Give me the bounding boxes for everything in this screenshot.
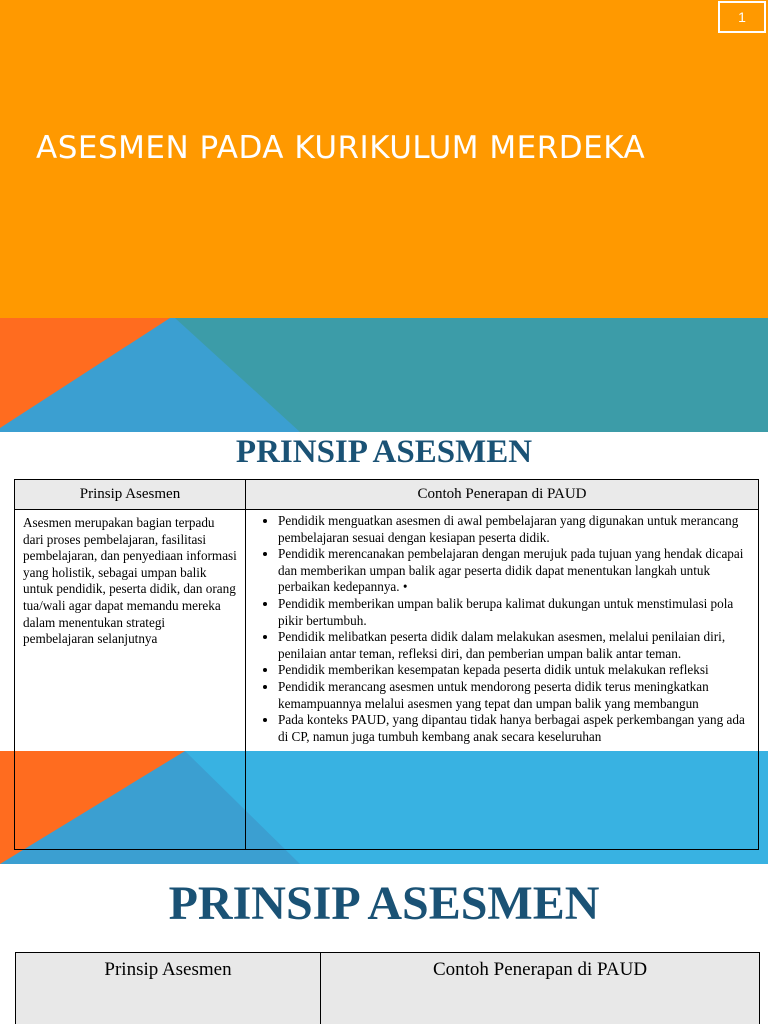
header-contoh: Contoh Penerapan di PAUD (246, 480, 759, 510)
title-slide (0, 0, 768, 432)
page-number-box: 1 (718, 1, 766, 33)
list-item: • Pendidik memberikan umpan balik berupa kalimat dukungan untuk menstimulasi pola pikir bertumbuh. (278, 596, 754, 629)
principles-slide-2 (0, 864, 768, 1024)
list-item: • Pendidik menguatkan asesmen di awal pembelajaran yang digunakan untuk merancang pembelajaran sesuai dengan kesiapan peserta didik. (278, 513, 754, 546)
header-prinsip: Prinsip Asesmen (15, 480, 246, 510)
header-prinsip: Prinsip Asesmen (16, 953, 321, 1024)
list-item: • Pendidik memberikan kesempatan kepada peserta didik untuk melakukan refleksi (278, 662, 754, 679)
principle-cell: Asesmen merupakan bagian terpadu dari proses pembelajaran, fasilitasi pembelajaran, dan penyediaan informasi yang holistik, sebagai umpan balik untuk pendidik, peserta didik, dan orang tua/wali agar dapat memandu mereka dalam menentukan strategi pembelajaran selanjutnya (15, 510, 246, 850)
examples-cell (246, 510, 759, 850)
slide-title: ASESMEN PADA KURIKULUM MERDEKA (36, 130, 646, 166)
slide-heading: PRINSIP ASESMEN (235, 434, 533, 470)
list-item: • Pada konteks PAUD, yang dipantau tidak hanya berbagai aspek perkembangan yang ada di CP, namun juga tumbuh kembang anak secara keseluruhan (278, 712, 754, 745)
list-item: • Pendidik merencanakan pembelajaran dengan merujuk pada tujuan yang hendak dicapai dan memberikan umpan balik agar peserta didik dapat menentukan langkah untuk perbaikan kedepannya. • (278, 546, 754, 596)
principles-table (15, 952, 760, 1024)
list-item: • Pendidik merancang asesmen untuk mendorong peserta didik terus meningkatkan kemampuannya melalui asesmen yang tepat dan umpan balik yang membangun (278, 679, 754, 712)
decorative-band (0, 318, 768, 432)
principles-table (14, 479, 759, 850)
list-item: • Pendidik melibatkan peserta didik dalam melakukan asesmen, melalui penilaian diri, penilaian antar teman, refleksi diri, dan pemberian umpan balik antar teman. (278, 629, 754, 662)
slide-heading: PRINSIP ASESMEN (168, 877, 600, 930)
header-contoh: Contoh Penerapan di PAUD (321, 953, 760, 1024)
principles-slide (0, 432, 768, 864)
examples-list (254, 513, 754, 745)
